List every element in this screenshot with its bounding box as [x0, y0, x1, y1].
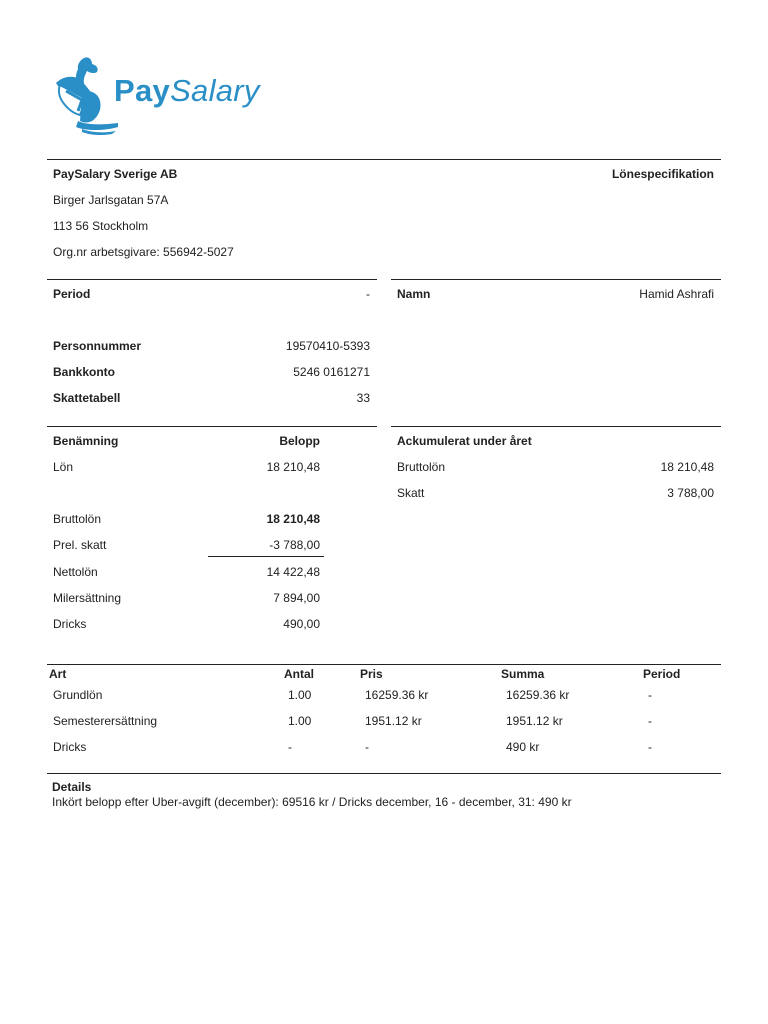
accumulated-row-value: 3 788,00	[667, 486, 714, 500]
salary-row-value: 18 210,48	[266, 460, 320, 474]
salary-col-name: Benämning	[53, 434, 119, 448]
salary-row-value: 14 422,48	[266, 565, 320, 579]
salary-row-label: Nettolön	[53, 565, 98, 579]
item-antal: -	[288, 740, 292, 754]
item-summa: 16259.36 kr	[506, 688, 570, 702]
period-value: -	[366, 287, 370, 301]
brand-wordmark-pay: Pay	[114, 73, 171, 108]
employer-address-city: 113 56 Stockholm	[53, 219, 149, 233]
items-col-pris: Pris	[360, 667, 383, 681]
period-label: Period	[53, 287, 91, 301]
item-antal: 1.00	[288, 714, 312, 728]
employer-address-street: Birger Jarlsgatan 57A	[53, 193, 169, 207]
item-art: Semesterersättning	[53, 714, 158, 728]
salary-row-value: -3 788,00	[269, 538, 320, 552]
item-period: -	[648, 688, 652, 702]
item-summa: 1951.12 kr	[506, 714, 563, 728]
divider	[47, 159, 721, 160]
salary-row-label: Bruttolön	[53, 512, 102, 526]
salary-row-label: Milersättning	[53, 591, 122, 605]
brand-wordmark-salary: Salary	[170, 73, 260, 108]
personnummer-value: 19570410-5393	[285, 339, 370, 353]
employer-name: PaySalary Sverige AB	[53, 167, 178, 181]
details-title: Details	[52, 780, 92, 794]
divider	[47, 279, 377, 280]
accumulated-row-label: Bruttolön	[397, 460, 446, 474]
subtotal-divider	[208, 556, 324, 557]
skattetabell-value: 33	[356, 391, 370, 405]
accumulated-row-value: 18 210,48	[660, 460, 714, 474]
item-antal: 1.00	[288, 688, 312, 702]
salary-col-amount: Belopp	[279, 434, 320, 448]
name-label: Namn	[397, 287, 431, 301]
divider	[47, 426, 377, 427]
item-period: -	[648, 714, 652, 728]
accumulated-title: Ackumulerat under året	[397, 434, 532, 448]
items-col-antal: Antal	[284, 667, 314, 681]
brand-wordmark	[114, 73, 260, 109]
item-art: Grundlön	[53, 688, 103, 702]
salary-row-value: 7 894,00	[273, 591, 320, 605]
item-pris: -	[365, 740, 369, 754]
salary-row-value: 490,00	[283, 617, 320, 631]
divider	[47, 773, 721, 774]
item-pris: 1951.12 kr	[365, 714, 422, 728]
divider	[391, 426, 721, 427]
salary-row-label: Dricks	[53, 617, 87, 631]
details-text: Inkört belopp efter Uber-avgift (december): 69516 kr / Dricks december, 16 - december, 31: 490 kr	[52, 795, 572, 809]
document-title: Lönespecifikation	[611, 167, 714, 181]
divider	[47, 664, 721, 665]
divider	[391, 279, 721, 280]
salary-row-value: 18 210,48	[266, 512, 320, 526]
items-col-art: Art	[49, 667, 67, 681]
employer-org-nr: Org.nr arbetsgivare: 556942-5027	[53, 245, 234, 259]
name-value: Hamid Ashrafi	[639, 287, 714, 301]
item-period: -	[648, 740, 652, 754]
kangaroo-logo-icon	[52, 55, 122, 135]
bankkonto-label: Bankkonto	[53, 365, 116, 379]
item-summa: 490 kr	[506, 740, 540, 754]
salary-row-label: Prel. skatt	[53, 538, 107, 552]
items-col-summa: Summa	[501, 667, 545, 681]
bankkonto-value: 5246 0161271	[293, 365, 370, 379]
accumulated-row-label: Skatt	[397, 486, 425, 500]
skattetabell-label: Skattetabell	[53, 391, 121, 405]
items-col-period: Period	[643, 667, 681, 681]
item-art: Dricks	[53, 740, 87, 754]
item-pris: 16259.36 kr	[365, 688, 429, 702]
personnummer-label: Personnummer	[53, 339, 142, 353]
salary-row-label: Lön	[53, 460, 74, 474]
